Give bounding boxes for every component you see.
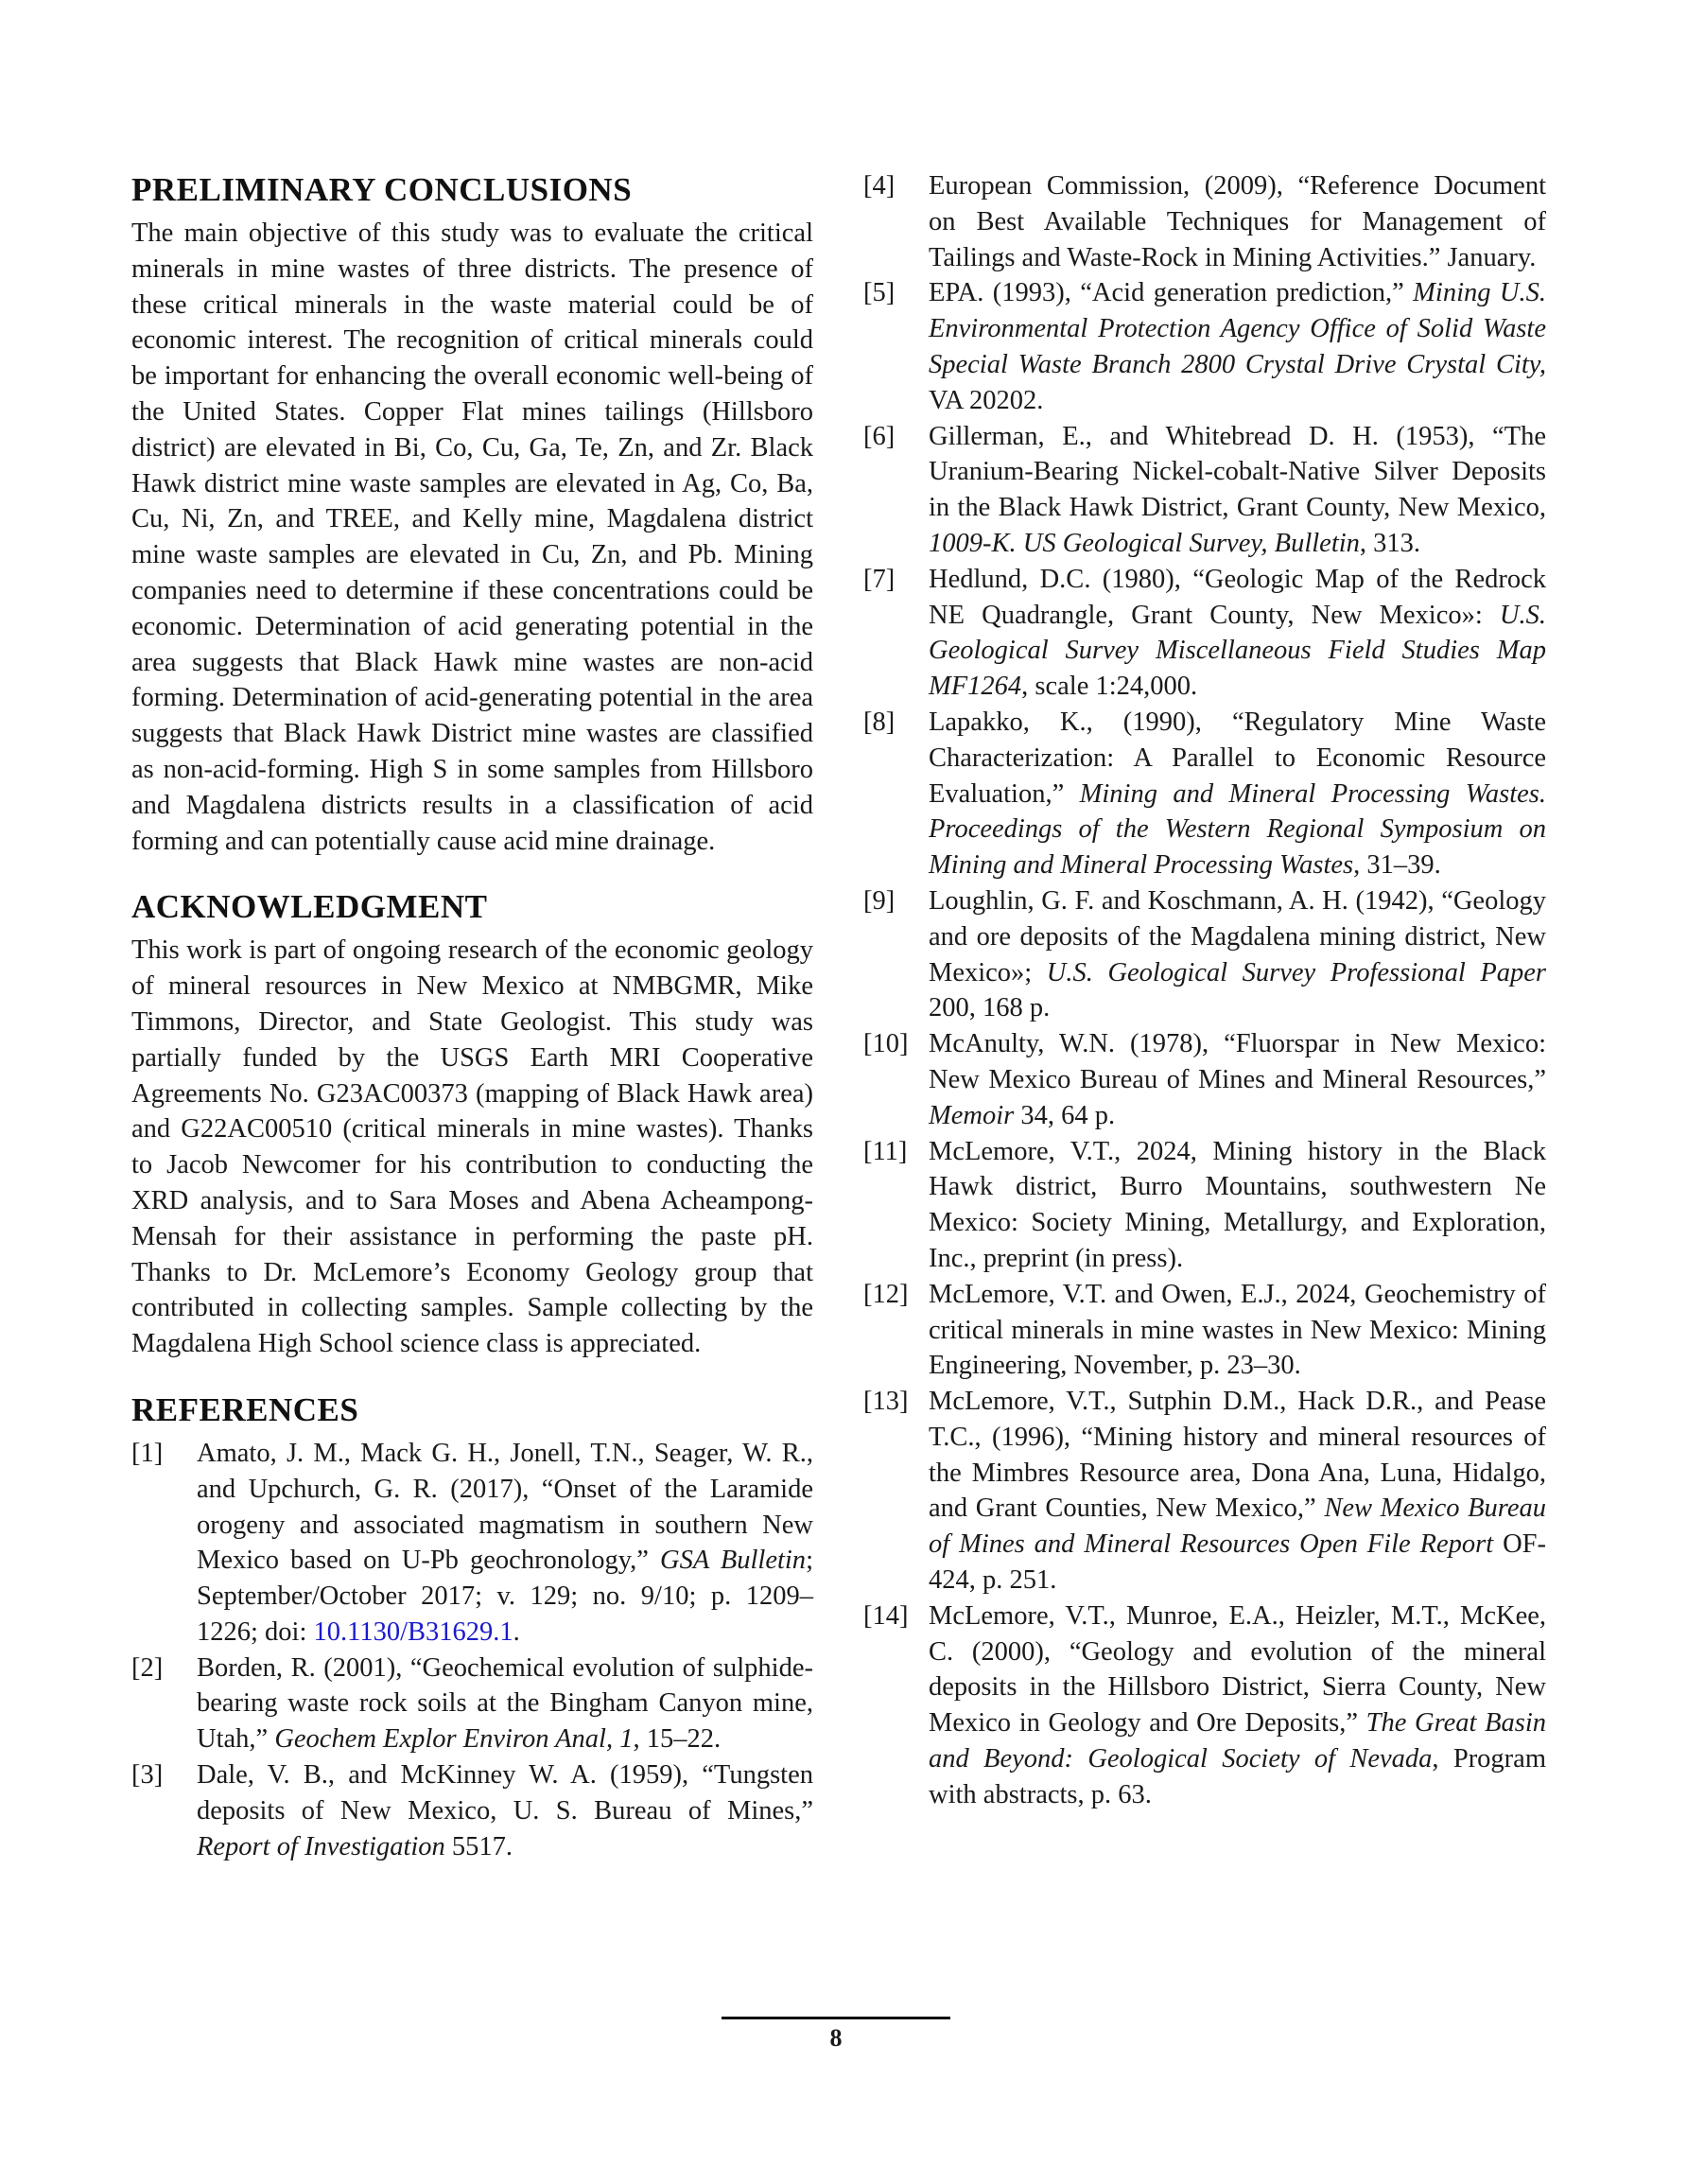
- reference-source-italic: Mining U.S. Environmental Protection Agency Office of Solid Waste Special Waste Branch 2800 Crystal Drive Crystal City,: [929, 278, 1546, 379]
- reference-item: [863, 1599, 1546, 1813]
- reference-text-part: ; September/October 2017; v. 129; no. 9/10; p. 1209–1226; doi:: [197, 1546, 813, 1647]
- reference-text-part: McLemore, V.T., Munroe, E.A., Heizler, M.T., McKee, C. (2000), “Geology and evolution of the mineral deposits in the Hillsboro District, Sierra County, New Mexico in Geology and Ore Deposits,”: [929, 1600, 1546, 1738]
- reference-text-part: OF-424, p. 251.: [929, 1529, 1546, 1596]
- reference-text: [929, 883, 1546, 1026]
- reference-text-part: Gillerman, E., and Whitebread D. H. (1953), “The Uranium-Bearing Nickel-cobalt-Native Silver Deposits in the Black Hawk District, Grant County, New Mexico,: [929, 421, 1546, 523]
- reference-number: [4]: [863, 171, 896, 201]
- reference-item: [863, 562, 1546, 705]
- reference-text-part: Loughlin, G. F. and Koschmann, A. H. (1942), “Geology and ore deposits of the Magdalena mining district, New Mexico»;: [929, 885, 1546, 987]
- reference-number: [2]: [131, 1652, 164, 1683]
- reference-item: [863, 1384, 1546, 1599]
- reference-item: [863, 1134, 1546, 1277]
- reference-text: [929, 1599, 1546, 1813]
- reference-source-italic: Report of Investigation: [197, 1831, 445, 1861]
- reference-source-italic: New Mexico Bureau of Mines and Mineral Resources Open File Report: [929, 1494, 1546, 1560]
- reference-number: [10]: [863, 1029, 909, 1059]
- reference-text-part: EPA. (1993), “Acid generation prediction,”: [929, 278, 1414, 308]
- reference-number: [7]: [863, 564, 896, 594]
- reference-item: [863, 419, 1546, 562]
- reference-text-part: McAnulty, W.N. (1978), “Fluorspar in New Mexico: New Mexico Bureau of Mines and Mineral Resources,”: [929, 1029, 1546, 1094]
- reference-text-part: , 313.: [1359, 528, 1421, 558]
- references-list-right: [863, 168, 1546, 1813]
- reference-item: [863, 1026, 1546, 1133]
- reference-text-part: 200, 168 p.: [929, 993, 1051, 1023]
- reference-number: [14]: [863, 1600, 909, 1631]
- reference-text-part: Lapakko, K., (1990), “Regulatory Mine Waste Characterization: A Parallel to Economic Resource Evaluation,”: [929, 707, 1546, 809]
- reference-text-part: Borden, R. (2001), “Geochemical evolution of sulphide-bearing waste rock soils at the Bingham Canyon mine, Utah,”: [197, 1652, 813, 1755]
- reference-item: [863, 1277, 1546, 1384]
- reference-text-part: .: [513, 1616, 520, 1647]
- reference-source-italic: GSA Bulletin: [660, 1546, 807, 1576]
- reference-number: [9]: [863, 885, 896, 916]
- reference-item: [131, 1436, 813, 1651]
- reference-item: [863, 275, 1546, 418]
- reference-text-part: Hedlund, D.C. (1980), “Geologic Map of the Redrock NE Quadrangle, Grant County, New Mexico»:: [929, 564, 1546, 630]
- left-column: [131, 168, 813, 1864]
- reference-text: [197, 1757, 813, 1864]
- reference-number: [12]: [863, 1279, 909, 1309]
- reference-text-part: McLemore, V.T., Sutphin D.M., Hack D.R., and Pease T.C., (1996), “Mining history and mineral resources of the Mimbres Resource area, Dona Ana, Luna, Hidalgo, and Grant Counties, New Mexico,”: [929, 1387, 1546, 1524]
- reference-text-part: 34, 64 p.: [1014, 1100, 1116, 1130]
- reference-source-italic: Geochem Explor Environ Anal, 1: [274, 1724, 634, 1755]
- reference-text-part: McLemore, V.T. and Owen, E.J., 2024, Geochemistry of critical minerals in mine wastes in New Mexico: Mining Engineering, November, p. 23–30.: [929, 1279, 1546, 1381]
- reference-item: [131, 1757, 813, 1864]
- reference-source-italic: 1009-K. US Geological Survey, Bulletin: [929, 528, 1360, 558]
- reference-number: [5]: [863, 278, 896, 308]
- reference-text: [929, 705, 1546, 883]
- reference-source-italic: U.S. Geological Survey Professional Paper: [1046, 957, 1546, 987]
- reference-text-part: , Program with abstracts, p. 63.: [929, 1744, 1546, 1809]
- reference-source-italic: Mining and Mineral Processing Wastes. Proceedings of the Western Regional Symposium on Mining and Mineral Processing Wastes: [929, 778, 1546, 881]
- reference-source-italic: The Great Basin and Beyond: Geological Society of Nevada: [929, 1708, 1546, 1774]
- conclusions-paragraph: The main objective of this study was to evaluate the critical minerals in mine wastes of three districts. The presence of these critical minerals in the waste material could be of economic interest. The recognition of critical minerals could be important for enhancing the overall economic well-being of the United States. Copper Flat mines tailings (Hillsboro district) are elevated in Bi, Co, Cu, Ga, Te, Zn, and Zr. Black Hawk district mine waste samples are elevated in Ag, Co, Ba, Cu, Ni, Zn, and TREE, and Kelly mine, Magdalena district mine waste samples are elevated in Cu, Zn, and Pb. Mining companies need to determine if these concentrations could be economic. Determination of acid generating potential in the area suggests that Black Hawk mine wastes are non-acid forming. Determination of acid-generating potential in the area suggests that Black Hawk District mine wastes are classified as non-acid-forming. High S in some samples from Hillsboro and Magdalena districts results in a classification of acid forming and can potentially cause acid mine drainage.: [131, 218, 813, 856]
- reference-text: [929, 1384, 1546, 1599]
- conclusions-heading: PRELIMINARY CONCLUSIONS: [131, 171, 633, 208]
- reference-text: [929, 562, 1546, 705]
- reference-source-italic: U.S. Geological Survey Miscellaneous Field Studies Map MF1264: [929, 600, 1546, 702]
- reference-text-part: Amato, J. M., Mack G. H., Jonell, T.N., Seager, W. R., and Upchurch, G. R. (2017), “Onset of the Laramide orogeny and associated magmatism in southern New Mexico based on U-Pb geochronology,”: [197, 1438, 813, 1576]
- page-number: 8: [829, 2024, 843, 2052]
- reference-text-part: European Commission, (2009), “Reference Document on Best Available Techniques for Management of Tailings and Waste-Rock in Mining Activities.” January.: [929, 171, 1546, 272]
- reference-source-italic: Memoir: [929, 1100, 1015, 1130]
- reference-text-part: McLemore, V.T., 2024, Mining history in the Black Hawk district, Burro Mountains, southwestern Ne Mexico: Society Mining, Metallurgy, and Exploration, Inc., preprint (in press).: [929, 1136, 1546, 1273]
- reference-text-part: , 31–39.: [1353, 850, 1441, 881]
- reference-text: [929, 275, 1546, 418]
- reference-text-part: 5517.: [444, 1831, 513, 1861]
- reference-text: [929, 1026, 1546, 1133]
- reference-text-part: , 15–22.: [633, 1724, 722, 1755]
- reference-text-part: VA 20202.: [929, 385, 1044, 415]
- reference-number: [1]: [131, 1438, 164, 1468]
- reference-text: [929, 1134, 1546, 1277]
- reference-number: [8]: [863, 707, 896, 737]
- reference-item: [863, 168, 1546, 275]
- reference-number: [6]: [863, 421, 896, 451]
- reference-item: [131, 1651, 813, 1757]
- reference-item: [863, 705, 1546, 883]
- references-heading: REFERENCES: [131, 1390, 359, 1428]
- reference-number: [3]: [131, 1760, 164, 1791]
- doi-link[interactable]: 10.1130/B31629.1: [313, 1616, 513, 1647]
- footer-rule: [722, 2017, 950, 2019]
- right-column: [863, 168, 1546, 1813]
- acknowledgment-paragraph: This work is part of ongoing research of the economic geology of mineral resources in New Mexico at NMBGMR, Mike Timmons, Director, and State Geologist. This study was partially funded by the USGS Earth MRI Cooperative Agreements No. G23AC00373 (mapping of Black Hawk area) and G22AC00510 (critical minerals in mine wastes). Thanks to Jacob Newcomer for his contribution to conducting the XRD analysis, and to Sara Moses and Abena Acheampong-Mensah for their assistance in performing the paste pH. Thanks to Dr. McLemore’s Economy Geology group that contributed in collecting samples. Sample collecting by the Magdalena High School science class is appreciated.: [131, 935, 813, 1359]
- reference-text: [197, 1436, 813, 1651]
- reference-text-part: Dale, V. B., and McKinney W. A. (1959), “Tungsten deposits of New Mexico, U. S. Bureau of Mines,”: [197, 1760, 813, 1826]
- reference-item: [863, 883, 1546, 1026]
- reference-text: [929, 419, 1546, 562]
- reference-number: [11]: [863, 1136, 908, 1166]
- reference-text: [197, 1651, 813, 1757]
- reference-number: [13]: [863, 1387, 909, 1417]
- reference-text: [929, 168, 1546, 275]
- acknowledgment-heading: ACKNOWLEDGMENT: [131, 888, 488, 926]
- reference-text-part: , scale 1:24,000.: [1021, 672, 1198, 702]
- reference-text: [929, 1277, 1546, 1384]
- references-list-left: [131, 1436, 813, 1865]
